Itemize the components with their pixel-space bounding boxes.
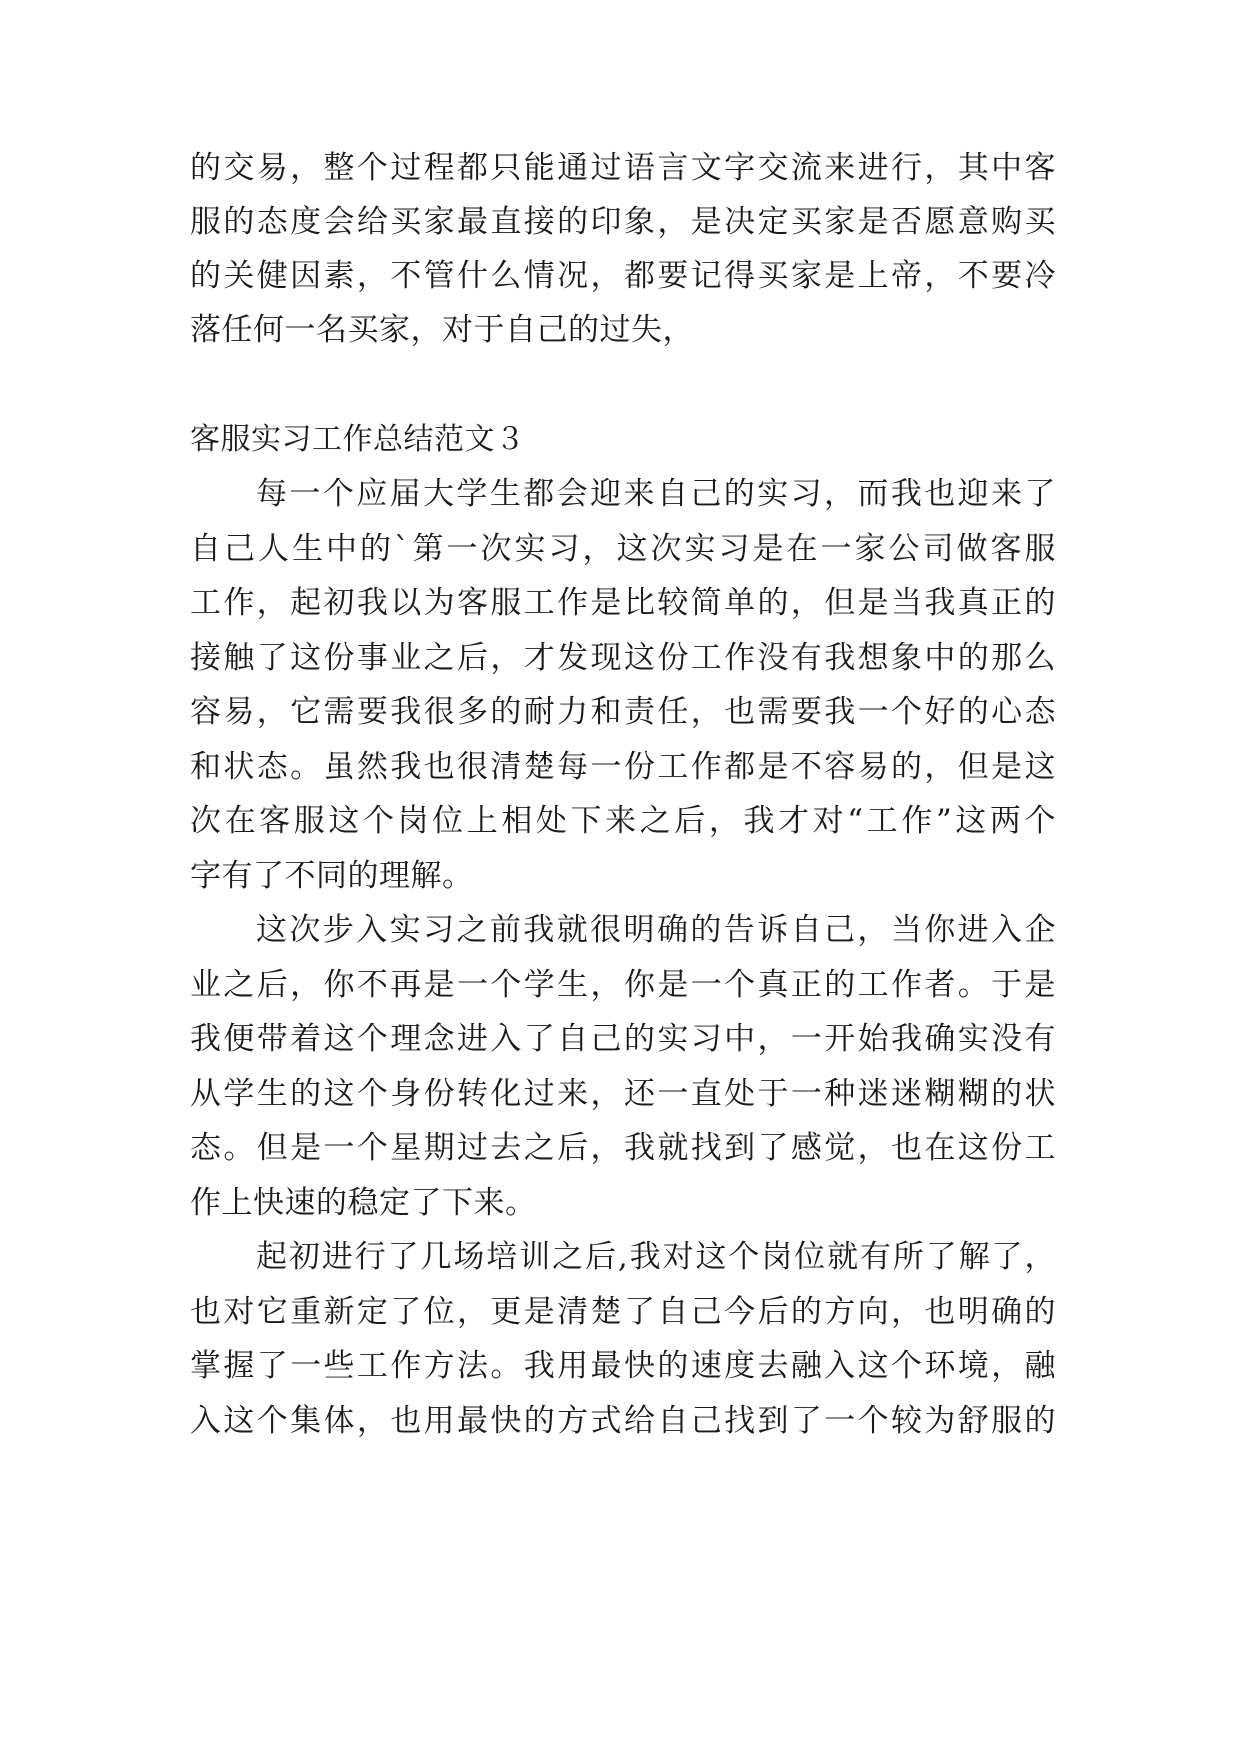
paragraph-2-line: 从学生的这个身份转化过来，还一直处于一种迷迷糊糊的状 (190, 1076, 1056, 1112)
paragraph-2-line: 我便带着这个理念进入了自己的实习中，一开始我确实没有 (190, 1021, 1056, 1057)
paragraph-2-line: 态。但是一个星期过去之后，我就找到了感觉，也在这份工 (190, 1130, 1056, 1166)
paragraph-2-line: 作上快速的稳定了下来。 (190, 1185, 537, 1221)
paragraph-1-line: 次在客服这个岗位上相处下来之后，我才对“工作”这两个 (190, 803, 1056, 839)
paragraph-1-line: 容易，它需要我很多的耐力和责任，也需要我一个好的心态 (190, 694, 1056, 730)
paragraph-2-line: 这次步入实习之前我就很明确的告诉自己，当你进入企 (256, 912, 1056, 948)
paragraph-2-line: 业之后，你不再是一个学生，你是一个真正的工作者。于是 (190, 967, 1056, 1003)
paragraph-1-line: 和状态。虽然我也很清楚每一份工作都是不容易的，但是这 (190, 749, 1056, 785)
paragraph-3-line: 入这个集体，也用最快的方式给自己找到了一个较为舒服的 (190, 1403, 1056, 1439)
paragraph-1-line: 接触了这份事业之后，才发现这份工作没有我想象中的那么 (190, 640, 1056, 676)
paragraph-3-line: 掌握了一些工作方法。我用最快的速度去融入这个环境，融 (190, 1348, 1056, 1384)
intro-line: 的关健因素，不管什么情况，都要记得买家是上帝，不要冷 (190, 258, 1056, 294)
intro-line: 服的态度会给买家最直接的印象，是决定买家是否愿意购买 (190, 204, 1056, 240)
paragraph-3-line: 起初进行了几场培训之后,我对这个岗位就有所了解了， (256, 1239, 1056, 1275)
paragraph-3-line: 也对它重新定了位，更是清楚了自己今后的方向，也明确的 (190, 1294, 1056, 1330)
paragraph-1-line: 字有了不同的理解。 (190, 858, 474, 894)
paragraph-1-line: 自己人生中的`第一次实习，这次实习是在一家公司做客服 (190, 531, 1056, 567)
section-title: 客服实习工作总结范文３ (190, 422, 526, 457)
paragraph-1-line: 每一个应届大学生都会迎来自己的实习，而我也迎来了 (256, 476, 1056, 512)
intro-line: 落任何一名买家，对于自己的过失， (190, 312, 694, 348)
paragraph-1-line: 工作，起初我以为客服工作是比较简单的，但是当我真正的 (190, 585, 1056, 621)
intro-line: 的交易，整个过程都只能通过语言文字交流来进行，其中客 (190, 150, 1056, 186)
